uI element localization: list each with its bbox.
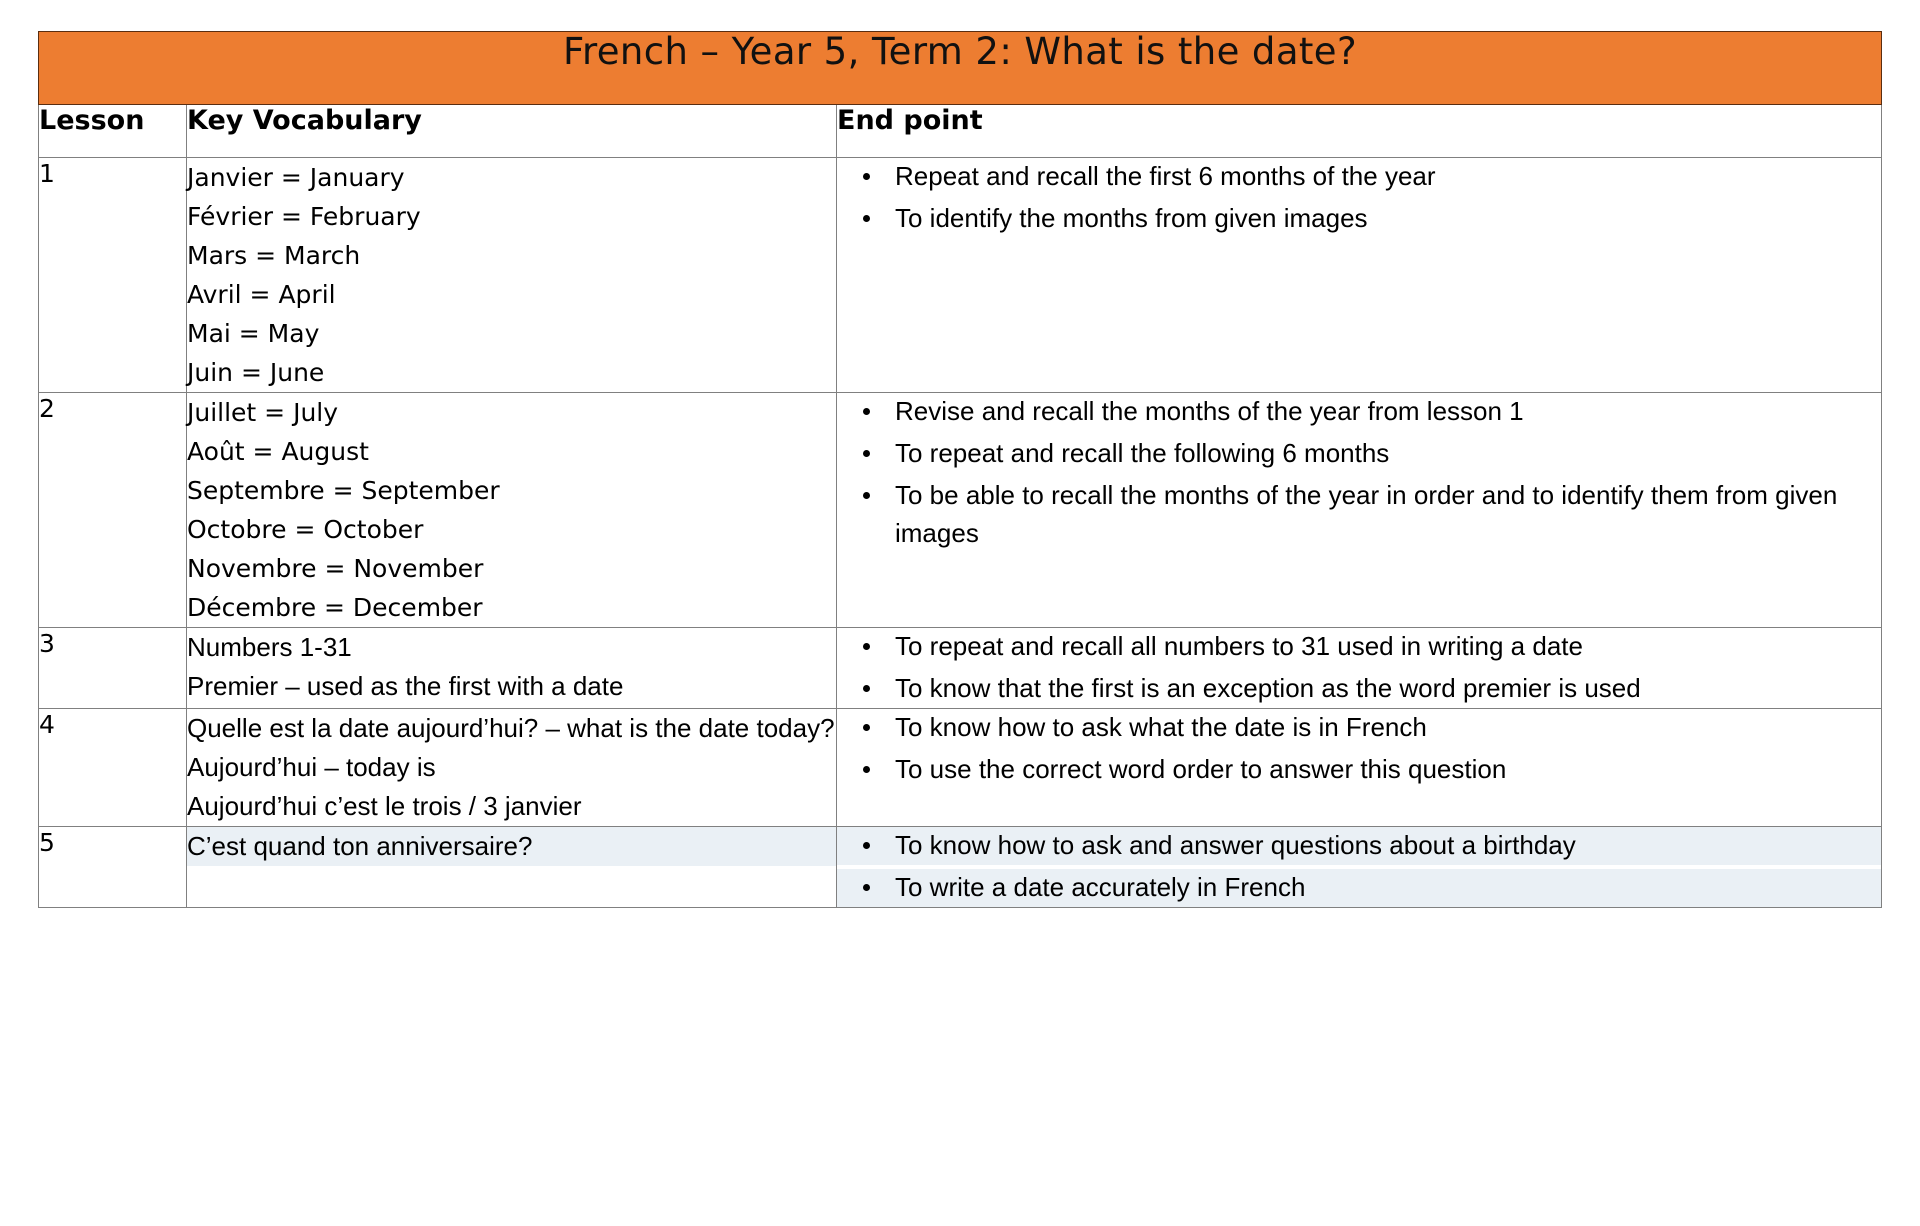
end-point-item: To repeat and recall the following 6 months	[837, 435, 1881, 473]
end-point-cell	[837, 393, 1882, 628]
end-point-item: To know how to ask what the date is in French	[837, 709, 1881, 747]
column-header-lesson-label: Lesson	[39, 105, 145, 136]
table-row	[39, 708, 1882, 826]
end-point-item: To use the correct word order to answer this question	[837, 751, 1881, 789]
end-point-item: Revise and recall the months of the year from lesson 1	[837, 393, 1881, 431]
end-point-item: To repeat and recall all numbers to 31 used in writing a date	[837, 628, 1881, 666]
end-point-list	[837, 709, 1881, 789]
end-point-item: To identify the months from given images	[837, 200, 1881, 238]
end-point-list	[837, 628, 1881, 708]
column-header-key-vocabulary	[187, 105, 837, 158]
table-row	[39, 393, 1882, 628]
lesson-number: 3	[39, 629, 55, 658]
table-title-banner	[39, 32, 1882, 105]
lesson-number: 1	[39, 159, 55, 188]
vocabulary-line: Février = February	[187, 202, 421, 231]
lesson-number: 4	[39, 709, 55, 739]
vocabulary-line: Numbers 1-31	[187, 632, 352, 662]
table-row	[39, 826, 1882, 907]
vocabulary-line: Avril = April	[187, 280, 336, 309]
end-point-item: Repeat and recall the first 6 months of the year	[837, 158, 1881, 196]
end-point-list	[837, 827, 1881, 907]
column-header-row	[39, 105, 1882, 158]
vocabulary-line: Août = August	[187, 437, 369, 466]
end-point-item: To be able to recall the months of the year in order and to identify them from given images	[837, 477, 1881, 553]
column-header-lesson	[39, 105, 187, 158]
vocabulary-line: C’est quand ton anniversaire?	[187, 827, 836, 866]
title-row	[39, 32, 1882, 105]
end-point-cell	[837, 628, 1882, 709]
lesson-number-cell	[39, 393, 187, 628]
key-vocabulary-cell	[187, 628, 837, 709]
end-point-cell	[837, 708, 1882, 826]
key-vocabulary-cell	[187, 393, 837, 628]
vocabulary-line: Novembre = November	[187, 554, 484, 583]
table-row	[39, 158, 1882, 393]
column-header-end-point-label: End point	[837, 105, 983, 136]
page-title: French – Year 5, Term 2: What is the date?	[562, 30, 1358, 73]
lesson-number-cell	[39, 708, 187, 826]
vocabulary-line: Aujourd’hui c’est le trois / 3 janvier	[187, 790, 582, 821]
key-vocabulary-cell	[187, 708, 837, 826]
vocabulary-line: Aujourd’hui – today is	[187, 751, 436, 782]
column-header-key-vocabulary-label: Key Vocabulary	[187, 105, 422, 136]
vocabulary-line: Premier – used as the first with a date	[187, 671, 624, 701]
lesson-number: 5	[39, 827, 55, 857]
lesson-number-cell	[39, 826, 187, 907]
vocabulary-line: Quelle est la date aujourd’hui? – what is the date today?	[187, 712, 835, 743]
curriculum-table-wrapper	[38, 31, 1881, 908]
vocabulary-line: Septembre = September	[187, 476, 500, 505]
end-point-list	[837, 393, 1881, 553]
lesson-number-cell	[39, 158, 187, 393]
vocabulary-line: Octobre = October	[187, 515, 424, 544]
end-point-cell	[837, 826, 1882, 907]
lesson-number-cell	[39, 628, 187, 709]
vocabulary-line: Juillet = July	[187, 398, 339, 427]
key-vocabulary-cell	[187, 826, 837, 907]
table-row	[39, 628, 1882, 709]
vocabulary-line: Décembre = December	[187, 593, 483, 622]
end-point-item: To know that the first is an exception as the word premier is used	[837, 670, 1881, 708]
vocabulary-line: Janvier = January	[187, 163, 405, 192]
end-point-item: To write a date accurately in French	[837, 869, 1881, 907]
key-vocabulary-cell	[187, 158, 837, 393]
vocabulary-line: Mai = May	[187, 319, 320, 348]
curriculum-overview-table	[38, 31, 1882, 908]
end-point-list	[837, 158, 1881, 238]
vocabulary-line: Juin = June	[187, 358, 325, 387]
end-point-item: To know how to ask and answer questions about a birthday	[837, 827, 1881, 865]
vocabulary-line: Mars = March	[187, 241, 361, 270]
lesson-number: 2	[39, 394, 55, 423]
end-point-cell	[837, 158, 1882, 393]
column-header-end-point	[837, 105, 1882, 158]
